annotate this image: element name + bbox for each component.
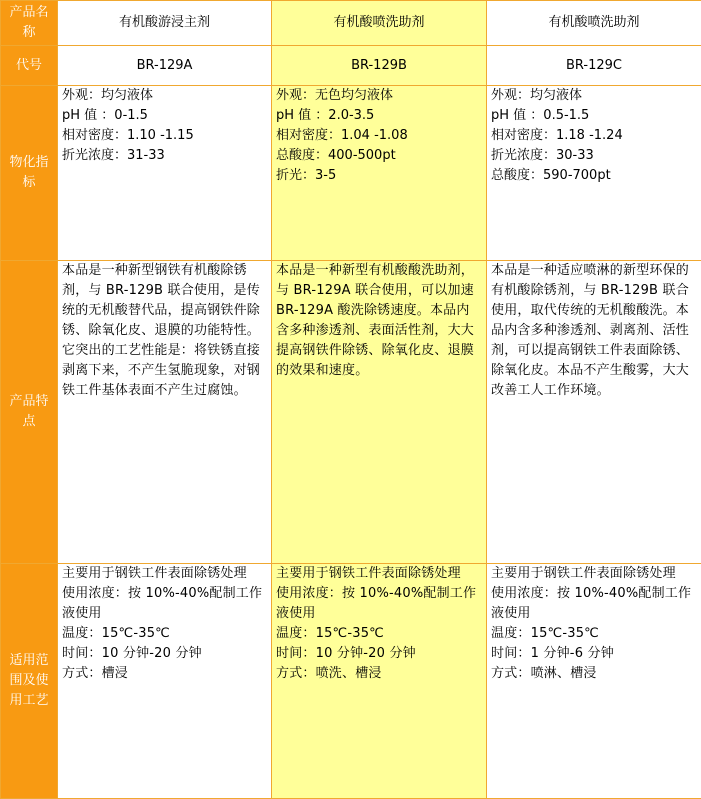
physchem-line: pH 值 ：2.0-3.5: [276, 106, 482, 126]
physchem-line: 折光浓度：31-33: [62, 146, 267, 166]
usage-line: 温度：15℃-35℃: [276, 624, 482, 644]
physchem-cell-a: [58, 86, 272, 261]
features-cell-b: [272, 261, 487, 564]
product-name-b: 有机酸喷洗助剂: [272, 1, 487, 46]
usage-row: [1, 564, 701, 799]
usage-line: 使用浓度：按 10%-40%配制工作液使用: [62, 584, 267, 624]
physchem-line: 折光浓度：30-33: [491, 146, 697, 166]
physchem-line: 外观：均匀液体: [62, 86, 267, 106]
usage-line: 方式：槽浸: [62, 664, 267, 684]
physchem-line: 总酸度：400-500pt: [276, 146, 482, 166]
usage-line: 主要用于钢铁工件表面除锈处理: [276, 564, 482, 584]
physchem-line: 相对密度：1.18 -1.24: [491, 126, 697, 146]
usage-line: 温度：15℃-35℃: [62, 624, 267, 644]
name-row: [1, 1, 701, 46]
physchem-line: 外观：无色均匀液体: [276, 86, 482, 106]
usage-cell-c: [487, 564, 701, 799]
row-label-physchem: 物化指标: [1, 86, 58, 261]
usage-line: 主要用于钢铁工件表面除锈处理: [491, 564, 697, 584]
usage-line: 时间：10 分钟-20 分钟: [62, 644, 267, 664]
features-cell-a: [58, 261, 272, 564]
features-text: 本品是一种适应喷淋的新型环保的有机酸除锈剂，与 BR-129B 联合使用，取代传统的无机酸酸洗。本品内含多种渗透剂、剥离剂、活性剂，可以提高钢铁工件表面除锈、除氧化皮。本品不产生酸雾，大大改善工人工作环境。: [491, 261, 697, 401]
usage-line: 时间：10 分钟-20 分钟: [276, 644, 482, 664]
usage-cell-a: [58, 564, 272, 799]
features-text: 本品是一种新型钢铁有机酸除锈剂，与 BR-129B 联合使用，是传统的无机酸替代品，提高钢铁件除锈、除氧化皮、退膜的功能特性。它突出的工艺性能是：将铁锈直接剥离下来，不产生氢脆现象，对钢铁工件基体表面不产生过腐蚀。: [62, 261, 267, 401]
product-code-b: BR-129B: [272, 46, 487, 86]
product-code-a: BR-129A: [58, 46, 272, 86]
physchem-row: [1, 86, 701, 261]
product-code-c: BR-129C: [487, 46, 701, 86]
physchem-cell-b: [272, 86, 487, 261]
usage-line: 温度：15℃-35℃: [491, 624, 697, 644]
physchem-line: pH 值 ：0.5-1.5: [491, 106, 697, 126]
row-label-features: 产品特点: [1, 261, 58, 564]
physchem-line: 总酸度：590-700pt: [491, 166, 697, 186]
physchem-line: 相对密度：1.10 -1.15: [62, 126, 267, 146]
product-name-c: 有机酸喷洗助剂: [487, 1, 701, 46]
features-text: 本品是一种新型有机酸酸洗助剂，与 BR-129A 联合使用，可以加速 BR-129A 酸洗除锈速度。本品内含多种渗透剂、表面活性剂，大大提高钢铁件除锈、除氧化皮、退膜的效果和速度。: [276, 261, 482, 381]
usage-line: 方式：喷洗、槽浸: [276, 664, 482, 684]
physchem-line: 外观：均匀液体: [491, 86, 697, 106]
row-label-code: 代号: [1, 46, 58, 86]
physchem-line: 相对密度：1.04 -1.08: [276, 126, 482, 146]
usage-line: 使用浓度：按 10%-40%配制工作液使用: [491, 584, 697, 624]
usage-line: 方式：喷淋、槽浸: [491, 664, 697, 684]
product-name-a: 有机酸游浸主剂: [58, 1, 272, 46]
usage-line: 时间：1 分钟-6 分钟: [491, 644, 697, 664]
physchem-line: pH 值 ：0-1.5: [62, 106, 267, 126]
physchem-cell-c: [487, 86, 701, 261]
usage-cell-b: [272, 564, 487, 799]
physchem-line: 折光：3-5: [276, 166, 482, 186]
features-cell-c: [487, 261, 701, 564]
row-label-name: 产品名称: [1, 1, 58, 46]
features-row: [1, 261, 701, 564]
code-row: [1, 46, 701, 86]
usage-line: 主要用于钢铁工件表面除锈处理: [62, 564, 267, 584]
usage-line: 使用浓度：按 10%-40%配制工作液使用: [276, 584, 482, 624]
row-label-usage: 适用范围及使用工艺: [1, 564, 58, 799]
